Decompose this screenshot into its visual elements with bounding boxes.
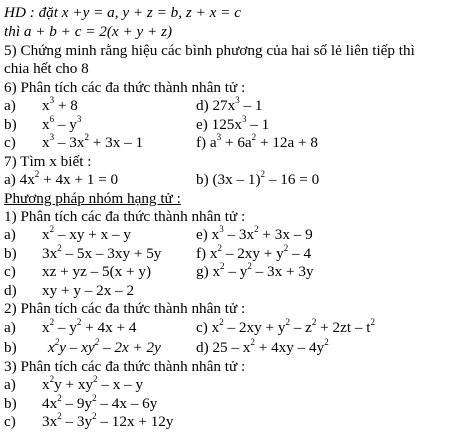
item-label: c) [4,413,16,430]
grouping-1d: xy + y – 2x – 2 [42,282,135,299]
grouping-2-row-2 [4,336,329,356]
item-label: b) [4,245,17,262]
grouping-3-heading: 3) Phân tích các đa thức thành nhân tử : [4,358,246,375]
grouping-2d: d) $25 - x^2 + 4xy - 4y^2$ [196,336,329,356]
hint-line-2: thì a + b + c = 2(x + y + z) [4,23,173,40]
exercise-7-row [4,168,320,188]
exercise-7-heading: 7) Tìm x biết : [4,153,92,170]
item-label: b) [4,339,17,356]
grouping-2-row-1 [4,316,375,336]
grouping-1-row-3 [4,260,314,280]
exercise-6b: $x^6 - y^3$ [42,113,82,133]
exercise-6f: f) $a^3 + 6a^2 + 12a + 8$ [196,131,319,151]
exercise-6-row-3 [4,131,319,151]
exercise-6d: d) $27x^3 - 1$ [196,94,263,114]
grouping-3b: $4x^2 - 9y^2 - 4x - 6y$ [42,392,158,412]
exercise-7a: a) $4x^2 + 4x + 1 = 0$ [4,168,119,188]
exercise-5-line-2: chia hết cho 8 [4,60,89,77]
grouping-3c: $3x^2 - 3y^2 - 12x + 12y$ [42,410,174,430]
exercise-6a: $x^3 + 8$ [42,94,78,114]
grouping-1e: e) $x^3 - 3x^2 + 3x - 9$ [196,223,313,243]
item-label: b) [4,116,17,133]
exercise-5-line-1: 5) Chứng minh rằng hiệu các bình phương của hai số lẻ liên tiếp thì [4,42,415,59]
grouping-2b: $x^2y - xy^2 - 2x + 2y$ [48,336,161,356]
grouping-1a: $x^2$ – xy + x – y [42,223,132,243]
grouping-2a: $x^2 - y^2 + 4x + 4$ [42,316,137,336]
grouping-2-heading: 2) Phân tích các đa thức thành nhân tử : [4,300,246,317]
exercise-6-row-1 [4,94,263,114]
item-label: b) [4,395,17,412]
grouping-1-row-4 [4,282,135,299]
item-label: a) [4,97,16,114]
item-label: a) [4,376,16,393]
exercise-6c: $x^3 - 3x^2 + 3x - 1$ [42,131,144,151]
item-label: d) [4,282,17,299]
section-title-grouping: Phương pháp nhóm hạng tử : [4,190,181,207]
exercise-6-heading: 6) Phân tích các đa thức thành nhân tử : [4,79,246,96]
grouping-1b: $3x^2 - 5x - 3xy + 5y$ [42,242,162,262]
grouping-1g: g) $x^2 - y^2 - 3x + 3y$ [196,260,314,280]
item-label: a) [4,226,16,243]
grouping-1-row-2 [4,242,312,262]
exercise-7b: b) (3x – 1)$^2$ – 16 = 0 [196,168,320,188]
grouping-1c: xz + yz – 5(x + y) [42,263,152,280]
exercise-6e: e) $125x^3 - 1$ [196,113,270,133]
exercise-6-row-2 [4,113,270,133]
grouping-2c: c) $x^2 - 2xy + y^2 - z^2 + 2zt - t^2$ [196,316,375,336]
item-label: a) [4,319,16,336]
grouping-3-row-3 [4,410,174,430]
grouping-3a: $x^2y + xy^2 - x - y$ [42,373,144,393]
grouping-3-row-2 [4,392,158,412]
grouping-1-row-1 [4,223,313,243]
hint-line-1: HD : đặt x +y = a, y + z = b, z + x = c [4,4,241,21]
grouping-1-heading: 1) Phân tích các đa thức thành nhân tử : [4,208,246,225]
item-label: c) [4,263,16,280]
grouping-1f: f) $x^2 - 2xy + y^2 - 4$ [196,242,312,262]
grouping-3-row-1 [4,373,144,393]
item-label: c) [4,134,16,151]
